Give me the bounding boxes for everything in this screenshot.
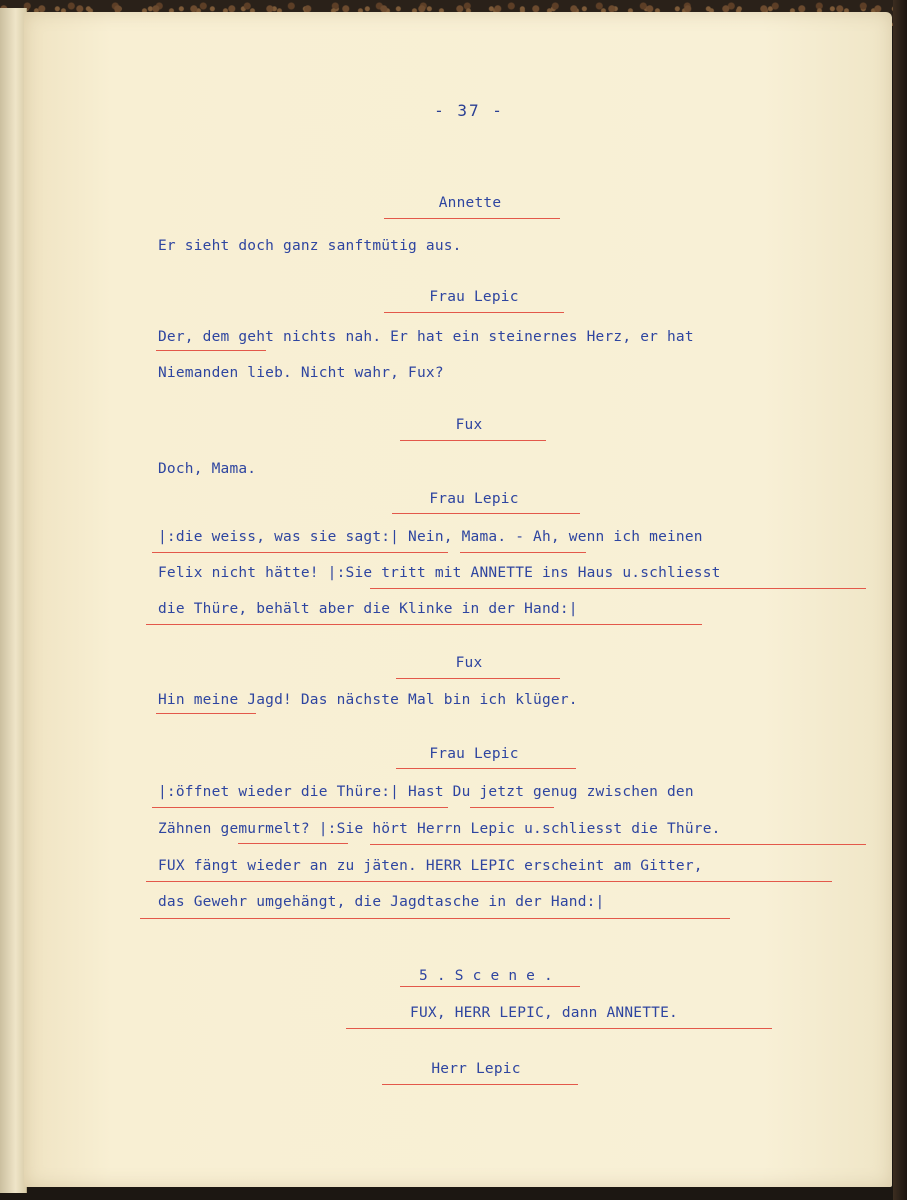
dialogue-line-5: |:die weiss, was sie sagt:| Nein, Mama. - Ah, wenn ich meinen [158,529,703,545]
dialogue-line-11: FUX fängt wieder an zu jäten. HERR LEPIC erscheint am Gitter, [158,858,703,874]
dialogue-line-7: die Thüre, behält aber die Klinke in der Hand:| [158,601,578,617]
dialogue-line-6: Felix nicht hätte! |:Sie tritt mit ANNETTE ins Haus u.schliesst [158,565,721,581]
red-underline [392,513,580,514]
red-underline [346,1028,772,1029]
red-underline [384,312,564,313]
speaker-frau-lepic: Frau Lepic [429,289,519,305]
red-underline [400,440,546,441]
red-underline [140,918,730,919]
speaker-fux: Fux [455,655,483,671]
red-underline [370,844,866,845]
dialogue-line-10: Zähnen gemurmelt? |:Sie hört Herrn Lepic u.schliesst die Thüre. [158,821,721,837]
red-underline [152,807,448,808]
red-underline [146,624,702,625]
red-underline [396,768,576,769]
red-underline [238,843,348,844]
typescript-page [24,12,892,1187]
speaker-frau-lepic: Frau Lepic [429,491,519,507]
red-underline [400,986,580,987]
red-underline [396,678,560,679]
scene-cast: FUX, HERR LEPIC, dann ANNETTE. [410,1005,678,1021]
red-underline [370,588,866,589]
red-underline [156,713,256,714]
red-underline [470,807,554,808]
book-spine-edge [893,0,907,1200]
red-underline [146,881,832,882]
speaker-annette: Annette [438,195,502,211]
red-underline [460,552,586,553]
page-number: - 37 - [434,101,504,120]
speaker-frau-lepic: Frau Lepic [429,746,519,762]
red-underline [384,218,560,219]
dialogue-line-3: Niemanden lieb. Nicht wahr, Fux? [158,365,444,381]
red-underline [382,1084,578,1085]
dialogue-line-8: Hin meine Jagd! Das nächste Mal bin ich klüger. [158,692,578,708]
scene-title: 5 . S c e n e . [419,968,553,984]
speaker-fux: Fux [455,417,483,433]
red-underline [156,350,266,351]
dialogue-line-1: Er sieht doch ganz sanftmütig aus. [158,238,462,254]
facing-page-edge [0,8,27,1193]
dialogue-line-2: Der, dem geht nichts nah. Er hat ein steinernes Herz, er hat [158,329,694,345]
speaker-herr-lepic: Herr Lepic [431,1061,521,1077]
dialogue-line-9: |:öffnet wieder die Thüre:| Hast Du jetzt genug zwischen den [158,784,694,800]
red-underline [152,552,448,553]
dialogue-line-12: das Gewehr umgehängt, die Jagdtasche in der Hand:| [158,894,605,910]
dialogue-line-4: Doch, Mama. [158,461,257,477]
